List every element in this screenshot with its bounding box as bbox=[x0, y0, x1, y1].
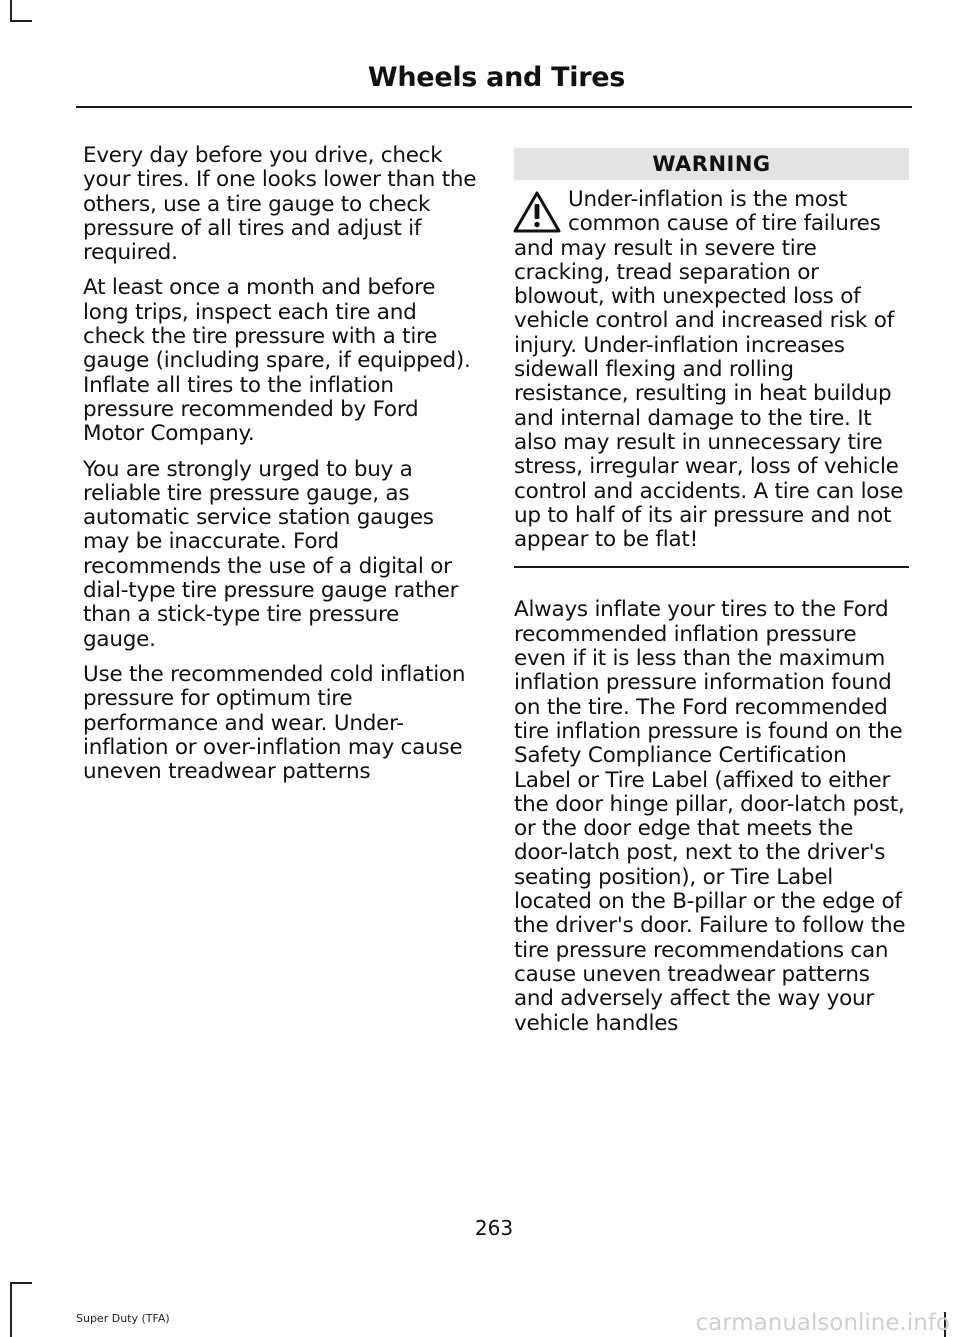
crop-mark-top-left-vertical bbox=[10, 0, 12, 22]
paragraph-monthly-inspection: At least once a month and before long trips, inspect each tire and check the tire pressure with a tire gauge (including spare, if equipped). Inflate all tires to the inflation pressure recommended by Ford Motor Company. bbox=[83, 275, 471, 447]
watermark-text: carmanualsonline.info bbox=[695, 1310, 950, 1336]
warning-triangle-icon bbox=[512, 190, 562, 234]
page-number: 263 bbox=[474, 1216, 514, 1240]
crop-mark-bottom-left-vertical bbox=[10, 1282, 12, 1337]
warning-body bbox=[514, 188, 909, 552]
crop-mark-top-left-horizontal bbox=[10, 20, 32, 22]
warning-text: Under-inflation is the most common cause of tire failures and may result in severe tire cracking, tread separation or blowout, with unexpected loss of vehicle control and increased risk of injury. Under-inflation increases sidewall flexing and rolling resistance, resulting in heat buildup and internal damage to the tire. It also may result in unnecessary tire stress, irregular wear, loss of vehicle control and accidents. A tire can lose up to half of its air pressure and not appear to be flat! bbox=[514, 187, 904, 553]
paragraph-recommended-pressure: Always inflate your tires to the Ford recommended inflation pressure even if it is less than the maximum inflation pressure information found on the tire. The Ford recommended tire inflation pressure is found on the Safety Compliance Certification Label or Tire Label (affixed to either the door hinge pillar, door-latch post, or the door edge that meets the door-latch post, next to the driver's seating position), or Tire Label located on the B-pillar or the edge of the driver's door. Failure to follow the tire pressure recommendations can cause uneven treadwear patterns and adversely affect the way your vehicle handles bbox=[514, 597, 906, 1036]
header-rule bbox=[76, 106, 912, 108]
left-column bbox=[83, 144, 478, 795]
right-column bbox=[514, 144, 909, 1047]
warning-box bbox=[514, 148, 909, 568]
warning-heading: WARNING bbox=[514, 148, 909, 180]
paragraph-pressure-gauge: You are strongly urged to buy a reliable tire pressure gauge, as automatic service station gauges may be inaccurate. Ford recommends the use of a digital or dial-type tire pressure gauge rather than a stick-type tire pressure gauge. bbox=[83, 456, 459, 652]
footer-model: Super Duty (TFA) bbox=[76, 1312, 170, 1325]
paragraph-daily-check: Every day before you drive, check your tires. If one looks lower than the others, use a tire gauge to check pressure of all tires and adjust if required. bbox=[83, 143, 477, 266]
paragraph-cold-inflation: Use the recommended cold inflation pressure for optimum tire performance and wear. Under-inflation or over-inflation may cause uneven treadwear patterns bbox=[83, 661, 466, 785]
crop-mark-bottom-left-horizontal bbox=[10, 1282, 32, 1284]
page-title: Wheels and Tires bbox=[367, 62, 625, 93]
